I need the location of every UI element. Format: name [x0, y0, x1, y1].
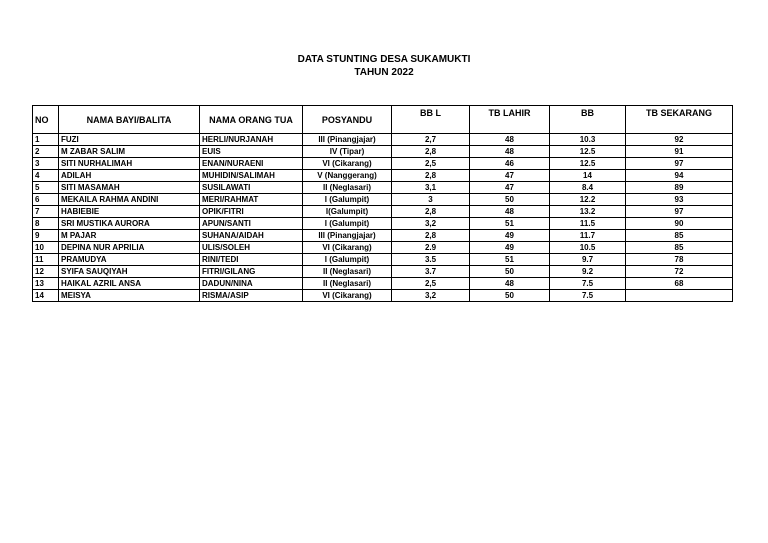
cell-posyandu: II (Neglasari): [303, 182, 392, 194]
cell-tb-sekarang: 78: [626, 254, 733, 266]
cell-nama-bayi: MEISYA: [59, 290, 200, 302]
cell-tb-lahir: 49: [470, 242, 550, 254]
cell-tb-lahir: 51: [470, 218, 550, 230]
cell-nama-orang-tua: FITRI/GILANG: [200, 266, 303, 278]
cell-bb: 9.2: [550, 266, 626, 278]
cell-tb-lahir: 51: [470, 254, 550, 266]
table-row: [33, 254, 733, 266]
cell-nama-bayi: SRI MUSTIKA AURORA: [59, 218, 200, 230]
cell-bb: 13.2: [550, 206, 626, 218]
cell-nama-orang-tua: SUSILAWATI: [200, 182, 303, 194]
header-no: NO: [33, 106, 59, 134]
cell-nama-bayi: HABIEBIE: [59, 206, 200, 218]
cell-no: 9: [33, 230, 59, 242]
cell-bb: 7.5: [550, 278, 626, 290]
table-row: [33, 194, 733, 206]
cell-bb: 8.4: [550, 182, 626, 194]
cell-tb-sekarang: 97: [626, 158, 733, 170]
cell-nama-bayi: M ZABAR SALIM: [59, 146, 200, 158]
table-row: [33, 134, 733, 146]
cell-tb-lahir: 50: [470, 194, 550, 206]
cell-bb-lahir: 2,8: [392, 170, 470, 182]
cell-nama-bayi: HAIKAL AZRIL ANSA: [59, 278, 200, 290]
cell-no: 14: [33, 290, 59, 302]
header-bb-lahir: BB L: [392, 106, 470, 134]
cell-bb-lahir: 3: [392, 194, 470, 206]
cell-bb: 12.2: [550, 194, 626, 206]
cell-tb-sekarang: 94: [626, 170, 733, 182]
cell-no: 6: [33, 194, 59, 206]
table-row: [33, 278, 733, 290]
cell-tb-lahir: 46: [470, 158, 550, 170]
cell-bb: 11.7: [550, 230, 626, 242]
cell-nama-orang-tua: DADUN/NINA: [200, 278, 303, 290]
cell-bb-lahir: 3.5: [392, 254, 470, 266]
cell-nama-orang-tua: RINI/TEDI: [200, 254, 303, 266]
table-row: [33, 266, 733, 278]
table-row: [33, 158, 733, 170]
cell-posyandu: VI (Cikarang): [303, 158, 392, 170]
cell-nama-orang-tua: MERI/RAHMAT: [200, 194, 303, 206]
cell-tb-lahir: 49: [470, 230, 550, 242]
cell-bb: 12.5: [550, 158, 626, 170]
cell-nama-orang-tua: ENAN/NURAENI: [200, 158, 303, 170]
cell-tb-lahir: 50: [470, 266, 550, 278]
cell-tb-lahir: 48: [470, 146, 550, 158]
cell-no: 10: [33, 242, 59, 254]
cell-bb-lahir: 2,7: [392, 134, 470, 146]
header-posyandu: POSYANDU: [303, 106, 392, 134]
cell-nama-bayi: DEPINA NUR APRILIA: [59, 242, 200, 254]
cell-posyandu: I (Galumpit): [303, 194, 392, 206]
cell-bb-lahir: 2.9: [392, 242, 470, 254]
cell-bb: 10.3: [550, 134, 626, 146]
cell-bb-lahir: 3,2: [392, 218, 470, 230]
cell-no: 2: [33, 146, 59, 158]
cell-bb-lahir: 3,1: [392, 182, 470, 194]
document-title: DATA STUNTING DESA SUKAMUKTI: [297, 54, 471, 65]
cell-posyandu: II (Neglasari): [303, 266, 392, 278]
table-header-row: [33, 106, 733, 134]
cell-bb-lahir: 3,2: [392, 290, 470, 302]
cell-bb-lahir: 3.7: [392, 266, 470, 278]
cell-nama-orang-tua: OPIK/FITRI: [200, 206, 303, 218]
cell-posyandu: IV (Tipar): [303, 146, 392, 158]
cell-bb: 11.5: [550, 218, 626, 230]
cell-tb-lahir: 47: [470, 170, 550, 182]
cell-tb-sekarang: 72: [626, 266, 733, 278]
cell-no: 4: [33, 170, 59, 182]
cell-posyandu: VI (Cikarang): [303, 242, 392, 254]
cell-nama-orang-tua: SUHANA/AIDAH: [200, 230, 303, 242]
cell-no: 3: [33, 158, 59, 170]
cell-tb-sekarang: 97: [626, 206, 733, 218]
cell-tb-sekarang: 89: [626, 182, 733, 194]
cell-nama-bayi: FUZI: [59, 134, 200, 146]
cell-nama-bayi: SYIFA SAUQIYAH: [59, 266, 200, 278]
cell-nama-orang-tua: ULIS/SOLEH: [200, 242, 303, 254]
table-row: [33, 230, 733, 242]
cell-posyandu: I (Galumpit): [303, 218, 392, 230]
cell-tb-sekarang: 90: [626, 218, 733, 230]
cell-posyandu: III (Pinangjajar): [303, 134, 392, 146]
cell-bb: 10.5: [550, 242, 626, 254]
cell-nama-bayi: MEKAILA RAHMA ANDINI: [59, 194, 200, 206]
cell-bb-lahir: 2,5: [392, 158, 470, 170]
cell-nama-bayi: ADILAH: [59, 170, 200, 182]
cell-tb-sekarang: [626, 290, 733, 302]
table-row: [33, 170, 733, 182]
cell-posyandu: II (Neglasari): [303, 278, 392, 290]
cell-no: 1: [33, 134, 59, 146]
cell-bb-lahir: 2,5: [392, 278, 470, 290]
cell-bb: 14: [550, 170, 626, 182]
cell-nama-orang-tua: EUIS: [200, 146, 303, 158]
cell-tb-sekarang: 68: [626, 278, 733, 290]
header-nama-bayi: NAMA BAYI/BALITA: [59, 106, 200, 134]
cell-bb-lahir: 2,8: [392, 230, 470, 242]
cell-tb-lahir: 48: [470, 206, 550, 218]
cell-no: 5: [33, 182, 59, 194]
cell-posyandu: I (Galumpit): [303, 254, 392, 266]
document-subtitle: TAHUN 2022: [354, 67, 414, 78]
cell-posyandu: VI (Cikarang): [303, 290, 392, 302]
header-tb-sekarang: TB SEKARANG: [626, 106, 733, 134]
cell-tb-sekarang: 93: [626, 194, 733, 206]
table-row: [33, 206, 733, 218]
cell-tb-sekarang: 85: [626, 242, 733, 254]
cell-tb-lahir: 47: [470, 182, 550, 194]
cell-no: 7: [33, 206, 59, 218]
cell-nama-bayi: SITI NURHALIMAH: [59, 158, 200, 170]
header-nama-orang-tua: NAMA ORANG TUA: [200, 106, 303, 134]
cell-tb-lahir: 48: [470, 278, 550, 290]
cell-nama-bayi: PRAMUDYA: [59, 254, 200, 266]
cell-posyandu: I(Galumpit): [303, 206, 392, 218]
table-row: [33, 290, 733, 302]
cell-tb-sekarang: 85: [626, 230, 733, 242]
cell-bb: 12.5: [550, 146, 626, 158]
cell-nama-orang-tua: MUHIDIN/SALIMAH: [200, 170, 303, 182]
cell-tb-sekarang: 92: [626, 134, 733, 146]
cell-nama-orang-tua: APUN/SANTI: [200, 218, 303, 230]
cell-posyandu: V (Nanggerang): [303, 170, 392, 182]
cell-nama-bayi: M PAJAR: [59, 230, 200, 242]
table-row: [33, 182, 733, 194]
cell-no: 11: [33, 254, 59, 266]
cell-nama-orang-tua: RISMA/ASIP: [200, 290, 303, 302]
cell-no: 13: [33, 278, 59, 290]
cell-nama-orang-tua: HERLI/NURJANAH: [200, 134, 303, 146]
table-row: [33, 146, 733, 158]
cell-posyandu: III (Pinangjajar): [303, 230, 392, 242]
cell-bb: 9.7: [550, 254, 626, 266]
cell-nama-bayi: SITI MASAMAH: [59, 182, 200, 194]
stunting-table: [32, 105, 733, 302]
cell-tb-lahir: 48: [470, 134, 550, 146]
cell-bb: 7.5: [550, 290, 626, 302]
cell-tb-sekarang: 91: [626, 146, 733, 158]
cell-bb-lahir: 2,8: [392, 206, 470, 218]
cell-no: 8: [33, 218, 59, 230]
cell-bb-lahir: 2,8: [392, 146, 470, 158]
table-row: [33, 218, 733, 230]
cell-no: 12: [33, 266, 59, 278]
cell-tb-lahir: 50: [470, 290, 550, 302]
table-row: [33, 242, 733, 254]
header-tb-lahir: TB LAHIR: [470, 106, 550, 134]
header-bb: BB: [550, 106, 626, 134]
